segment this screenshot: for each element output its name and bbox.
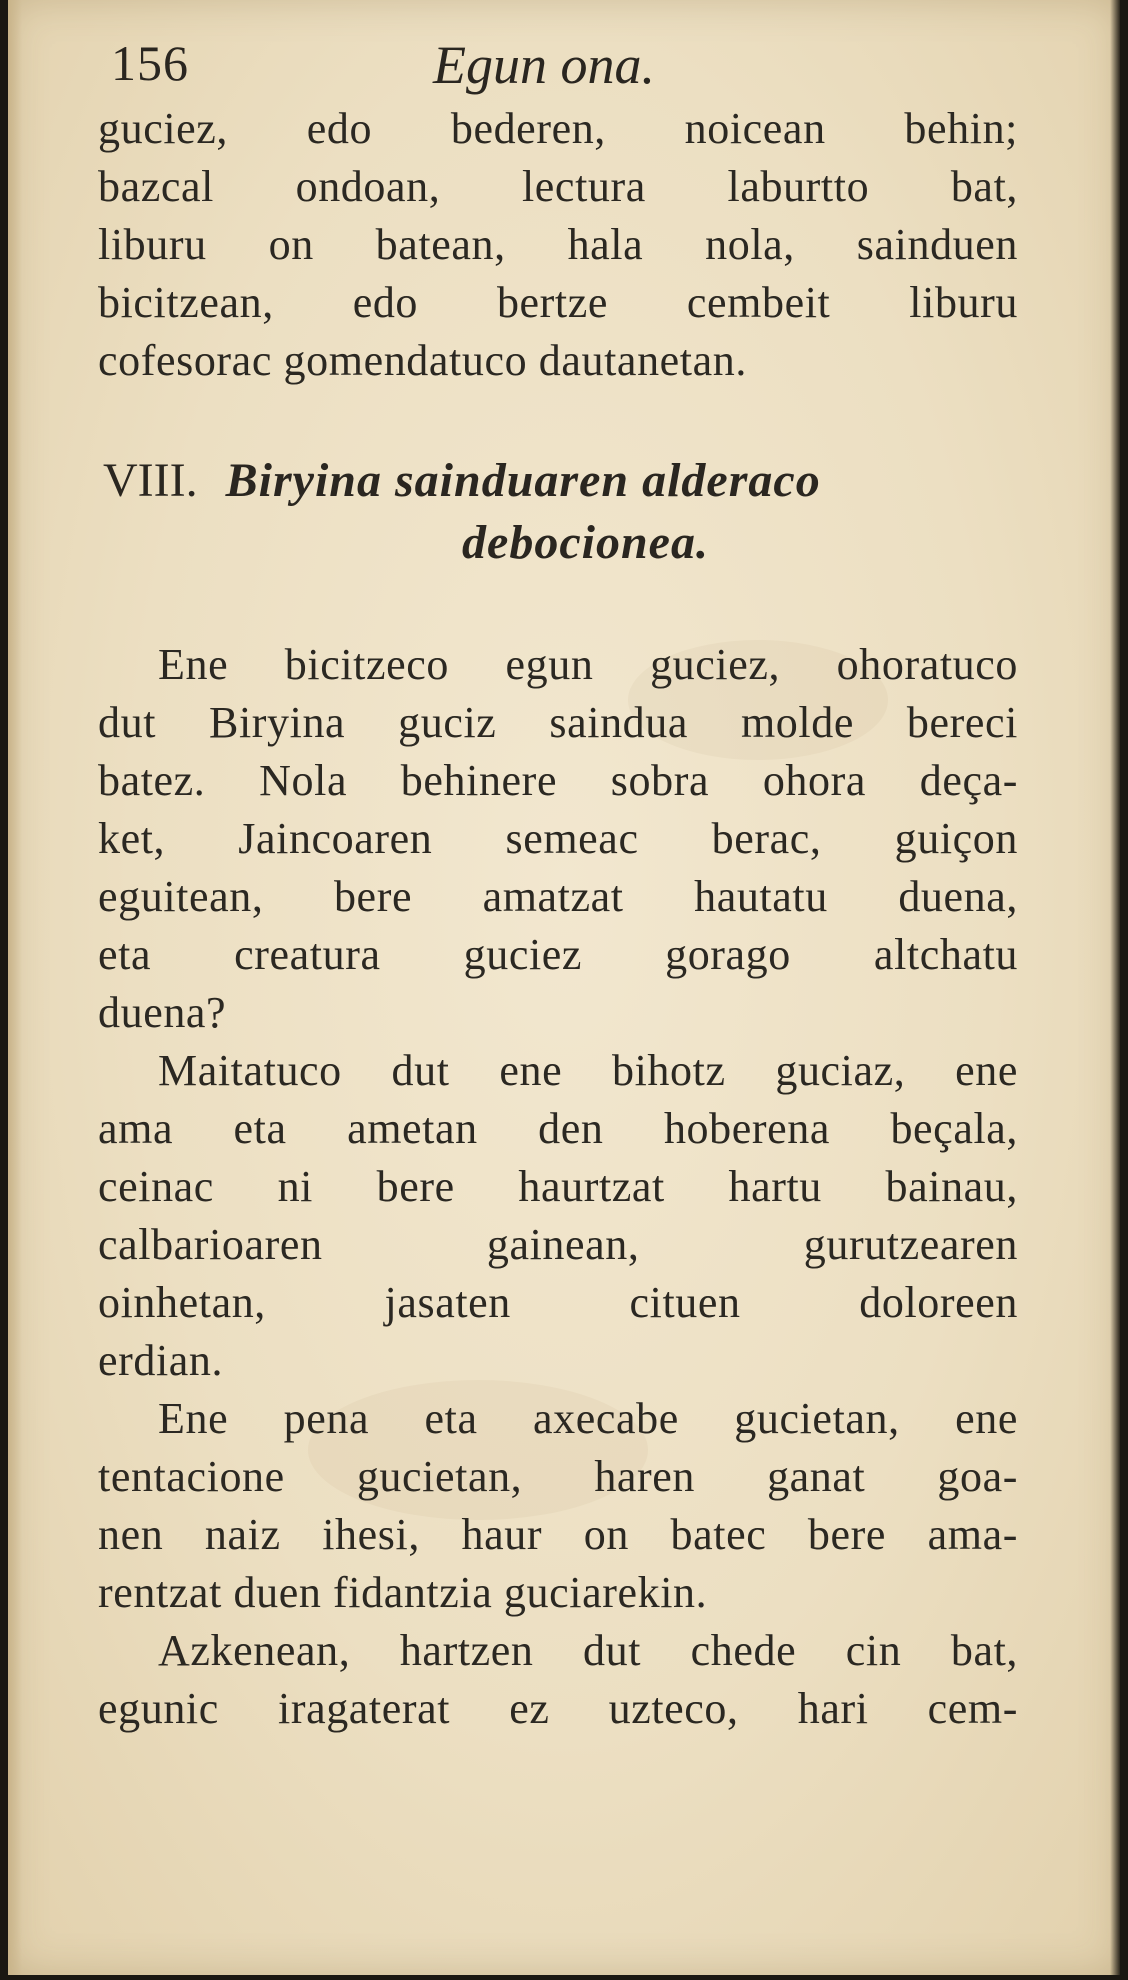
text-line: eta creatura guciez gorago altchatu [98,930,1018,979]
section-title: Biryina sainduaren alderaco [225,454,821,507]
paragraph [98,1390,1018,1622]
section-title-continued: debocionea. [462,516,709,569]
text-line: Ene pena eta axecabe gucietan, ene [158,1394,1018,1443]
page-edge-right [1110,0,1120,1975]
text-line: bicitzean, edo bertze cembeit liburu [98,278,1018,327]
text-line: guciez, edo bederen, noicean behin; [98,104,1018,153]
text-line: oinhetan, jasaten cituen doloreen [98,1278,1018,1327]
text-line: cofesorac gomendatuco dautanetan. [98,336,747,385]
book-page [8,0,1120,1975]
text-line: egunic iragaterat ez uzteco, hari cem- [98,1684,1018,1733]
paragraph [98,1042,1018,1390]
main-text [98,636,1018,1738]
text-line: erdian. [98,1336,224,1385]
text-line: duena? [98,988,227,1037]
section-heading-line [103,450,1018,512]
paragraph [98,636,1018,1042]
section-number: VIII. [103,454,198,507]
running-title: Egun ona. [433,35,655,95]
text-line: batez. Nola behinere sobra ohora deça- [98,756,1018,805]
page-header [103,34,1023,94]
text-line: eguitean, bere amatzat hautatu duena, [98,872,1018,921]
text-line: ama eta ametan den hoberena beçala, [98,1104,1018,1153]
text-line: calbarioaren gainean, gurutzearen [98,1220,1018,1269]
text-line: Ene bicitzeco egun guciez, ohoratuco [158,640,1018,689]
text-line: ceinac ni bere haurtzat hartu bainau, [98,1162,1018,1211]
text-line: nen naiz ihesi, haur on batec bere ama- [98,1510,1018,1559]
text-line: ket, Jaincoaren semeac berac, guiçon [98,814,1018,863]
section-heading [103,450,1018,574]
page-number: 156 [111,35,189,91]
intro-paragraph [98,100,1018,390]
text-line: Maitatuco dut ene bihotz guciaz, ene [158,1046,1018,1095]
text-line: liburu on batean, hala nola, sainduen [98,220,1018,269]
text-line: bazcal ondoan, lectura laburtto bat, [98,162,1018,211]
text-line: tentacione gucietan, haren ganat goa- [98,1452,1018,1501]
text-line: dut Biryina guciz saindua molde bereci [98,698,1018,747]
page-edge-left [8,0,22,1975]
text-line: rentzat duen fidantzia guciarekin. [98,1568,708,1617]
paragraph [98,1622,1018,1738]
text-line: Azkenean, hartzen dut chede cin bat, [158,1626,1018,1675]
